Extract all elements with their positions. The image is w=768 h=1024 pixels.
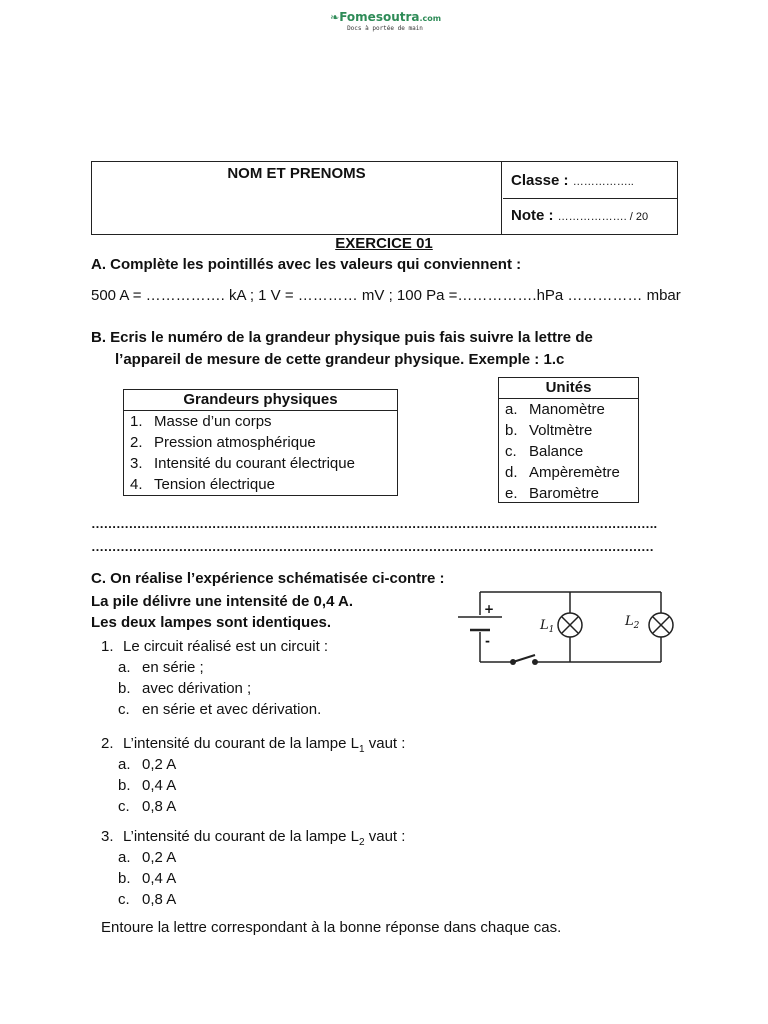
grandeur-text: Pression atmosphérique [154,434,316,451]
unite-text: Manomètre [529,401,605,418]
unites-header: Unités [499,378,638,399]
question-2-subscript: 1 [359,744,365,755]
grandeur-number: 1. [130,413,143,430]
q1-option-c[interactable] [118,701,321,718]
question-2-text: L’intensité du courant de la lampe L [123,735,359,752]
option-text: 0,4 A [142,870,177,887]
unite-text: Voltmètre [529,422,593,439]
classe-cell [503,162,678,199]
question-3 [101,828,405,848]
question-1-number: 1. [101,638,114,655]
leaf-icon: ❧ [330,11,340,24]
part-c-intro2: Les deux lampes sont identiques. [91,614,332,631]
classe-label: Classe : [511,172,569,189]
option-text: avec dérivation ; [142,680,252,697]
q2-option-b[interactable] [118,777,176,794]
logo-brand [330,10,440,24]
classe-dots: …………….. [572,176,634,188]
grandeur-number: 4. [130,476,143,493]
option-letter: c. [118,798,130,815]
unites-table [498,377,639,503]
lamp1-label: L [540,618,549,633]
option-letter: a. [118,849,131,866]
option-text: en série et avec dérivation. [142,701,322,718]
option-letter: a. [118,659,131,676]
switch-contact-left [510,659,516,665]
q3-option-a[interactable] [118,849,176,866]
unite-letter: d. [505,464,518,481]
battery-minus-label: - [485,634,490,648]
circuit-diagram [455,585,690,670]
note-cell [503,200,678,234]
option-letter: c. [118,701,130,718]
q1-option-b[interactable] [118,680,251,697]
question-2-text-end: vaut : [364,735,406,752]
note-dots: ………………. / 20 [557,211,649,223]
question-1 [101,638,328,655]
unite-text: Balance [529,443,584,460]
unite-text: Ampèremètre [529,464,620,481]
part-a-title: A. Complète les pointillés avec les valeurs qui conviennent : [91,256,522,273]
part-c-title: C. On réalise l’expérience schématisée ci-contre : [91,570,445,587]
logo-brand-suffix: .com [419,14,442,23]
option-letter: a. [118,756,131,773]
option-letter: b. [118,680,131,697]
name-label: NOM ET PRENOMS [227,165,366,182]
logo-tagline: Docs à portée de main [347,25,423,32]
q3-option-c[interactable] [118,891,176,908]
grandeur-item [124,474,397,495]
unite-letter: e. [505,485,518,502]
unite-letter: b. [505,422,518,439]
switch-contact-right [532,659,538,665]
grandeur-text: Masse d’un corps [154,413,272,430]
name-cell [92,162,502,234]
answer-dots-line1: ………………………………………………………………………………………………………………………. [91,516,657,531]
option-text: 0,8 A [142,798,177,815]
switch-lever [513,655,535,662]
question-1-text: Le circuit réalisé est un circuit : [123,638,329,655]
option-text: 0,2 A [142,756,177,773]
student-header-table [91,161,678,235]
unite-item [499,483,638,504]
question-3-text-end: vaut : [364,828,406,845]
question-2-number: 2. [101,735,114,752]
grandeur-text: Tension électrique [154,476,275,493]
part-a-line: 500 A = ……………. kA ; 1 V = ………… mV ; 100 Pa =…………….hPa …………… mbar [91,287,681,304]
lamp2-label: L [625,614,634,629]
lamp2-subscript: 2 [633,621,640,631]
q3-option-b[interactable] [118,870,176,887]
answer-dots-line2: ……………………………………………………………………………………………………………………… [91,539,654,554]
q1-option-a[interactable] [118,659,204,676]
grandeur-number: 3. [130,455,143,472]
instruction-footer: Entoure la lettre correspondant à la bonne réponse dans chaque cas. [101,919,562,936]
unite-item [499,462,638,483]
q2-option-a[interactable] [118,756,176,773]
option-letter: b. [118,777,131,794]
option-letter: b. [118,870,131,887]
unite-text: Baromètre [529,485,600,502]
lamp1-subscript: 1 [548,625,555,635]
question-3-subscript: 2 [359,837,365,848]
battery-plus-label: + [484,602,495,616]
grandeurs-table [123,389,398,496]
option-text: en série ; [142,659,204,676]
option-text: 0,2 A [142,849,177,866]
unite-item [499,399,638,420]
grandeur-item [124,453,397,474]
question-3-number: 3. [101,828,114,845]
option-text: 0,8 A [142,891,177,908]
svg-text:L2 [624,614,640,631]
grandeur-item [124,411,397,432]
unite-letter: a. [505,401,518,418]
part-b-title-line2: l’appareil de mesure de cette grandeur physique. Exemple : 1.c [115,351,565,368]
option-letter: c. [118,891,130,908]
note-label: Note : [511,207,554,224]
unite-item [499,420,638,441]
option-text: 0,4 A [142,777,177,794]
question-3-text: L’intensité du courant de la lampe L [123,828,359,845]
site-logo [330,10,440,40]
exercise-title: EXERCICE 01 [335,235,433,252]
question-2 [101,735,405,755]
grandeurs-header: Grandeurs physiques [124,390,397,411]
grandeur-item [124,432,397,453]
q2-option-c[interactable] [118,798,176,815]
part-b-title-line1: B. Ecris le numéro de la grandeur physique puis fais suivre la lettre de [91,329,593,346]
grandeur-number: 2. [130,434,143,451]
svg-text:L1 [539,618,554,635]
grandeur-text: Intensité du courant électrique [154,455,355,472]
part-c-intro1: La pile délivre une intensité de 0,4 A. [91,593,354,610]
unite-letter: c. [505,443,517,460]
unite-item [499,441,638,462]
logo-brand-name: Fomesoutra [339,10,420,24]
